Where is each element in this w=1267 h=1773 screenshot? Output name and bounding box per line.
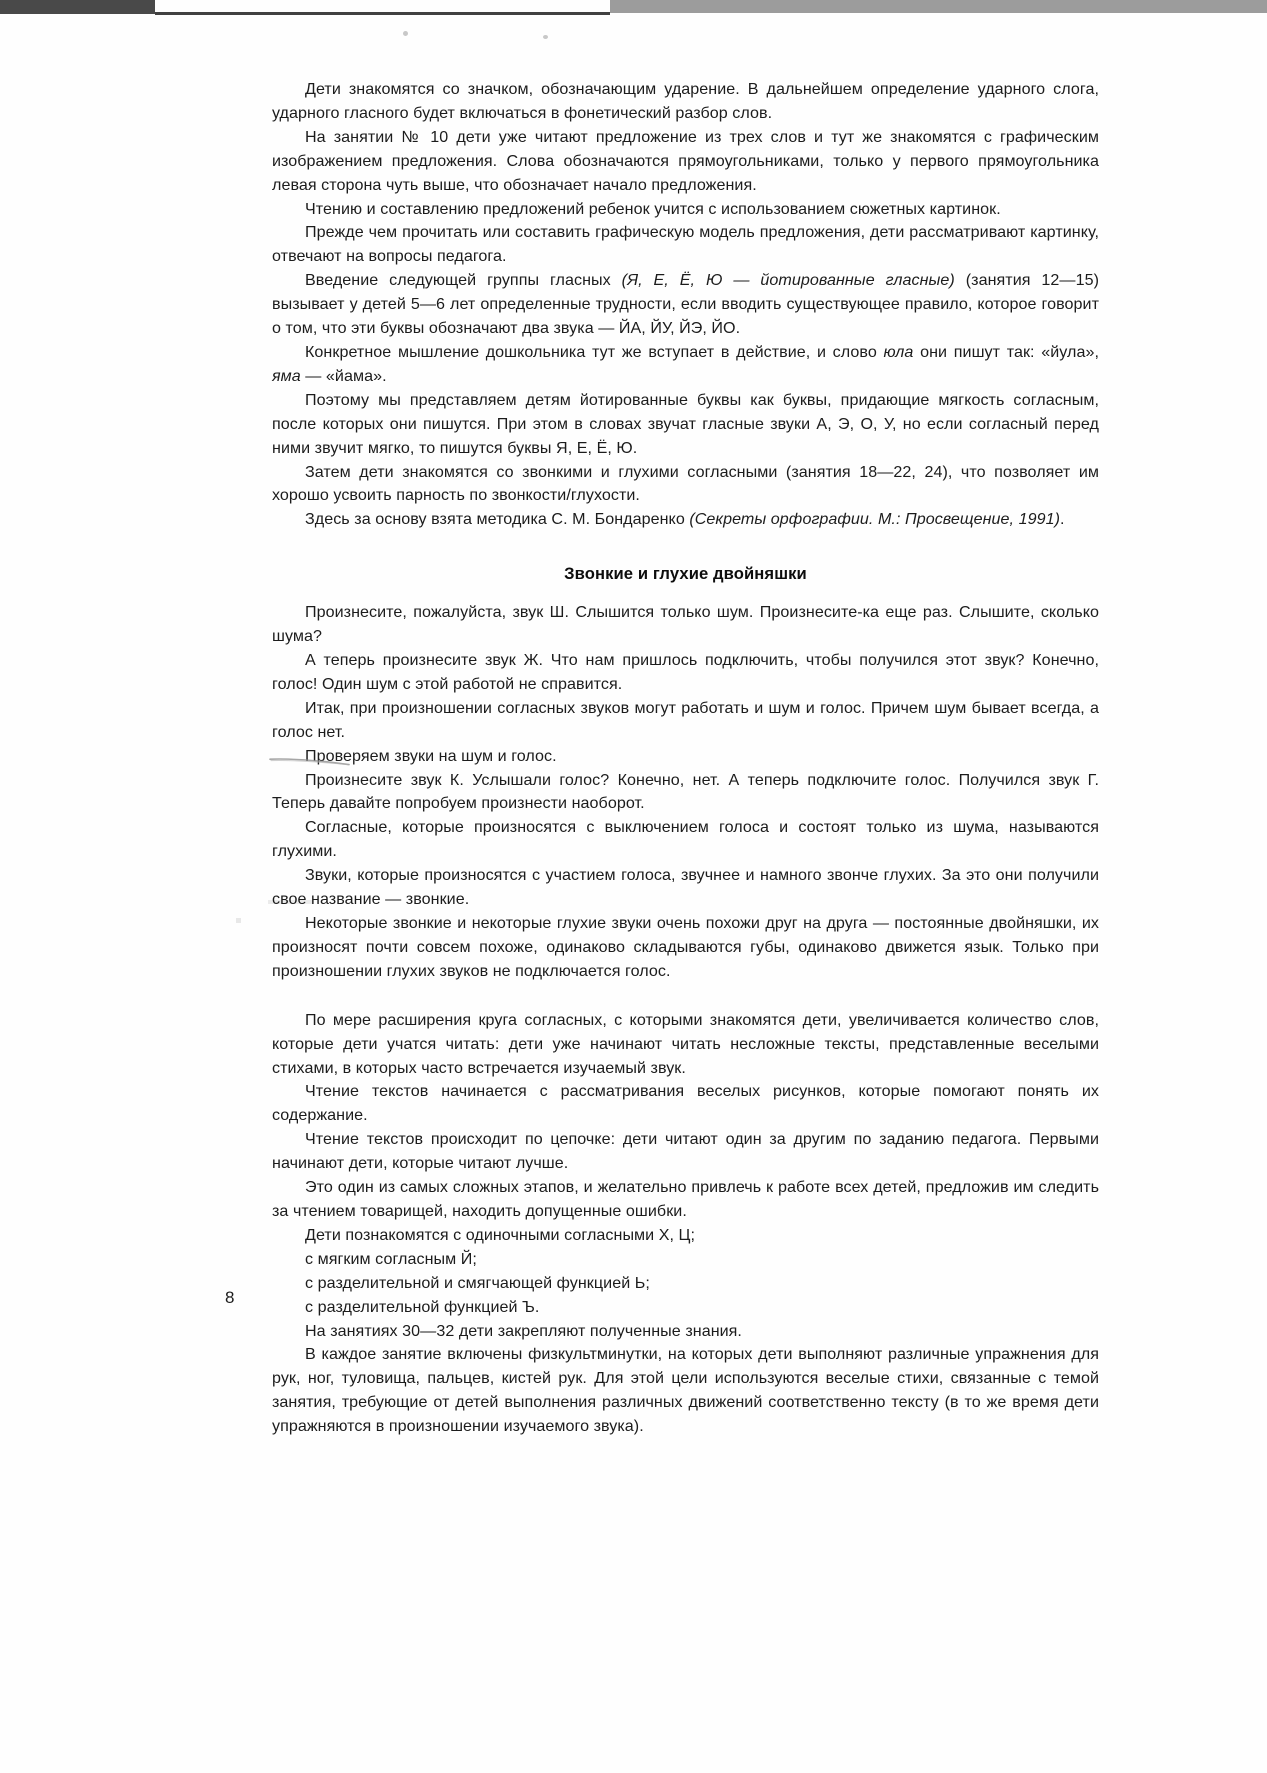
text-run: — «йама».: [300, 366, 387, 385]
scan-artifact-top-right: [610, 0, 1267, 13]
paragraph: А теперь произнесите звук Ж. Что нам пришлось подключить, чтобы получился этот звук? Конечно, голос! Один шум с этой работой не справится.: [272, 651, 1099, 693]
page-body: [272, 78, 1099, 1439]
text-run: Здесь за основу взята методика С. М. Бондаренко: [305, 510, 690, 529]
paragraph-source-reference: [272, 508, 1099, 532]
list-item: с мягким согласным Й;: [305, 1249, 477, 1268]
section-heading: Звонкие и глухие двойняшки: [564, 564, 807, 584]
paragraph: На занятиях 30—32 дети закрепляют полученные знания.: [305, 1321, 742, 1340]
text-run: .: [1060, 510, 1065, 529]
list-item: с разделительной функцией Ъ.: [305, 1297, 540, 1316]
paragraph: Некоторые звонкие и некоторые глухие звуки очень похожи друг на друга — постоянные двойняшки, их произносят почти совсем похоже, одинаково складываются губы, одинаково движется язык. Только при произношении глухих звуков не подключается голос.: [272, 914, 1099, 980]
page-number: 8: [225, 1288, 235, 1307]
paragraph-iotated-vowels: [272, 269, 1099, 341]
paragraph: Итак, при произношении согласных звуков могут работать и шум и голос. Причем шум бывает всегда, а голос нет.: [272, 698, 1099, 741]
paragraph: Чтение текстов происходит по цепочке: дети читают один за другим по заданию педагога. Первыми начинают дети, которые читают лучше.: [272, 1130, 1099, 1173]
paragraph: Произнесите, пожалуйста, звук Ш. Слышится только шум. Произнесите-ка еще раз. Слышите, сколько шума?: [272, 603, 1099, 646]
paragraph: Это один из самых сложных этапов, и желательно привлечь к работе всех детей, предложив им следить за чтением товарищей, находить допущенные ошибки.: [272, 1178, 1099, 1220]
paragraph-spacer: [272, 984, 1099, 1009]
text-run: Конкретное мышление дошкольника тут же вступает в действие, и слово: [305, 342, 884, 361]
text-run: Введение следующей группы гласных: [305, 271, 622, 290]
paragraph: Затем дети знакомятся со звонкими и глухими согласными (занятия 18—22, 24), что позволяет им хорошо усвоить парность по звонкости/глухости.: [272, 462, 1099, 505]
scan-artifact-top-left: [0, 0, 155, 14]
text-run-italic: яма: [272, 366, 301, 385]
paragraph-deaf-consonants: Согласные, которые произносятся с выключением голоса и состоят только из шума, называются глухими.: [272, 818, 1099, 861]
scan-speck: [403, 31, 408, 36]
paragraph: Прежде чем прочитать или составить графическую модель предложения, дети рассматривают картинку, отвечают на вопросы педагога.: [272, 223, 1099, 266]
text-run-italic: (Секреты орфографии. М.: Просвещение, 1991): [689, 510, 1061, 529]
scan-smudge: [236, 918, 241, 923]
paragraph: Произнесите звук К. Услышали голос? Конечно, нет. А теперь подключите голос. Получился звук Г. Теперь давайте попробуем произнести наоборот.: [272, 770, 1099, 813]
text-run-italic: юла: [883, 342, 914, 361]
paragraph: Дети знакомятся со значком, обозначающим ударение. В дальнейшем определение ударного слога, ударного гласного будет включаться в фонетический разбор слов.: [272, 80, 1099, 122]
paragraph: В каждое занятие включены физкультминутки, на которых дети выполняют различные упражнения для рук, ног, туловища, пальцев, кистей рук. Для этой цели используются веселые стихи, связанные с темой занятия, требующие от детей выполнения различных движений соответственно тексту (в то же время дети упражняются в произношении изучаемого звука).: [272, 1345, 1099, 1436]
paragraph: Поэтому мы представляем детям йотированные буквы как буквы, придающие мягкость согласным, после которых они пишутся. При этом в словах звучат гласные звуки А, Э, О, У, но если согласный перед ними звучит мягко, то пишутся буквы Я, Е, Ё, Ю.: [272, 390, 1099, 457]
paragraph: Звуки, которые произносятся с участием голоса, звучнее и намного звонче глухих. За это они получили свое название — звонкие.: [272, 866, 1099, 909]
paragraph: По мере расширения круга согласных, с которыми знакомятся дети, увеличивается количество слов, которые дети учатся читать: дети уже начинают читать несложные тексты, представленные веселыми стихами, в которых часто встречается изучаемый звук.: [272, 1010, 1099, 1077]
paragraph: На занятии № 10 дети уже читают предложение из трех слов и тут же знакомятся с графическим изображением предложения. Слова обозначаются прямоугольниками, только у первого прямоугольника левая сторона чуть выше, что обозначает начало предложения.: [272, 127, 1099, 194]
paragraph: Проверяем звуки на шум и голос.: [305, 746, 557, 765]
paragraph-yula: [272, 341, 1099, 389]
text-run: они пишут так: «йула»,: [913, 342, 1099, 361]
text-run-italic: (Я, Е, Ё, Ю — йотированные гласные): [621, 271, 955, 290]
list-item: с разделительной и смягчающей функцией Ь;: [305, 1273, 650, 1292]
text-run: (занятия 12—15) вызывает у детей 5—6 лет определенные трудности, если вводить существующее правило, которое говорит о том, что эти буквы обозначают два звука — ЙА, ЙУ, ЙЭ, ЙО.: [272, 271, 1099, 338]
scan-artifact-rule: [155, 12, 610, 15]
paragraph: Чтению и составлению предложений ребенок учится с использованием сюжетных картинок.: [305, 199, 1001, 218]
paragraph: Чтение текстов начинается с рассматривания веселых рисунков, которые помогают понять их содержание.: [272, 1082, 1099, 1125]
list-item: Дети познакомятся с одиночными согласными Х, Ц;: [305, 1225, 696, 1244]
scan-speck: [543, 35, 548, 39]
